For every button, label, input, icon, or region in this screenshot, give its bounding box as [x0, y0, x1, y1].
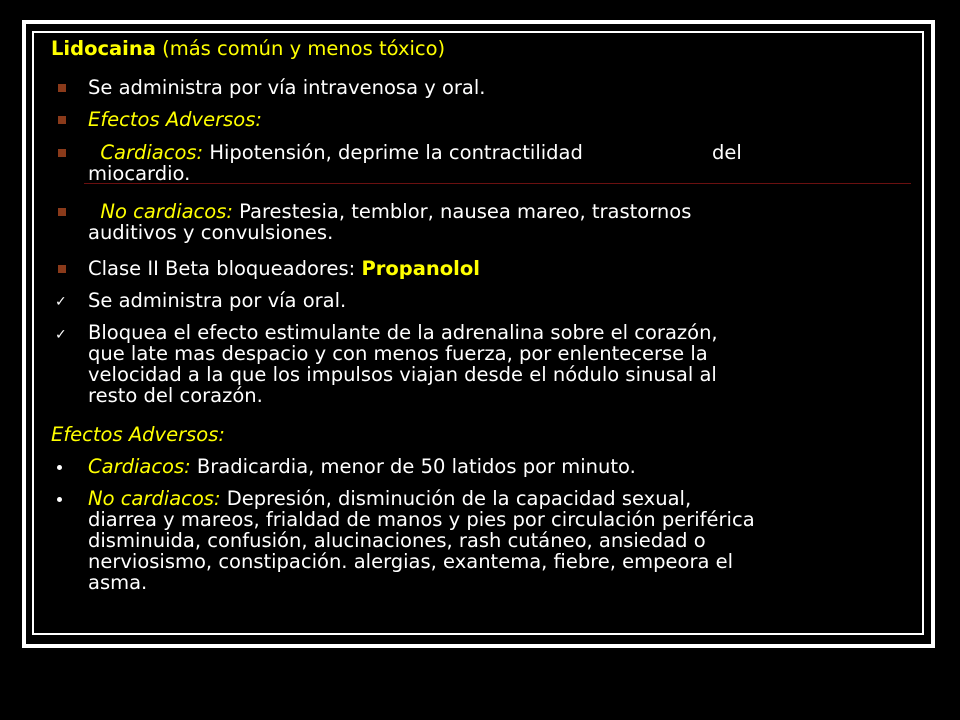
square-bullet-icon [58, 84, 66, 92]
item-text-cont: disminuida, confusión, alucinaciones, rash cutáneo, ansiedad o [88, 529, 706, 552]
list-item [88, 201, 691, 223]
item-text-cont: que late mas despacio y con menos fuerza, por enlentecerse la [88, 342, 708, 365]
square-bullet-icon [58, 208, 66, 216]
list-item [88, 488, 691, 510]
item-lead: Cardiacos: [100, 141, 204, 164]
item-text-tail: del [712, 141, 742, 164]
item-text-cont: nerviosismo, constipación. alergias, exantema, fiebre, empeora el [88, 550, 734, 573]
drug-name-propanolol: Propanolol [361, 257, 480, 280]
divider-line [84, 183, 911, 184]
drug-name-lidocaina: Lidocaina [51, 37, 156, 60]
list-item: Bloquea el efecto estimulante de la adrenalina sobre el corazón, [88, 321, 718, 344]
list-item [88, 77, 485, 99]
round-bullet-icon [57, 465, 62, 470]
list-item [88, 456, 636, 478]
round-bullet-icon [57, 497, 62, 502]
item-text-cont: velocidad a la que los impulsos viajan desde el nódulo sinusal al [88, 363, 717, 386]
checkmark-icon: ✓ [55, 327, 67, 343]
heading-note: (más común y menos tóxico) [155, 37, 446, 60]
section-heading [51, 424, 225, 446]
item-text: Bradicardia, menor de 50 latidos por minuto. [190, 455, 636, 478]
item-text-cont: miocardio. [88, 162, 191, 185]
item-lead: Cardiacos: [88, 455, 191, 478]
list-item [88, 109, 262, 131]
checkmark-icon: ✓ [55, 294, 67, 310]
item-text: Depresión, disminución de la capacidad sexual, [220, 487, 692, 510]
item-text-cont: auditivos y convulsiones. [88, 221, 334, 244]
item-text-cont: asma. [88, 571, 148, 594]
item-heading: Efectos Adversos: [88, 108, 262, 131]
list-item [88, 258, 480, 280]
square-bullet-icon [58, 116, 66, 124]
item-text: Se administra por vía intravenosa y oral. [88, 76, 486, 99]
square-bullet-icon [58, 265, 66, 273]
item-lead: No cardiacos: [88, 487, 221, 510]
item-lead: No cardiacos: [100, 200, 233, 223]
item-text: Hipotensión, deprime la contractilidad [203, 141, 583, 164]
slide-heading [51, 38, 445, 60]
square-bullet-icon [58, 149, 66, 157]
item-text: Parestesia, temblor, nausea mareo, trastornos [232, 200, 692, 223]
adverse-effects-heading: Efectos Adversos: [51, 423, 225, 446]
list-item: Se administra por vía oral. [88, 289, 347, 312]
item-text-cont: diarrea y mareos, frialdad de manos y pies por circulación periférica [88, 508, 755, 531]
item-text-cont: resto del corazón. [88, 384, 263, 407]
item-text: Clase II Beta bloqueadores: [88, 257, 362, 280]
list-item [88, 142, 583, 164]
